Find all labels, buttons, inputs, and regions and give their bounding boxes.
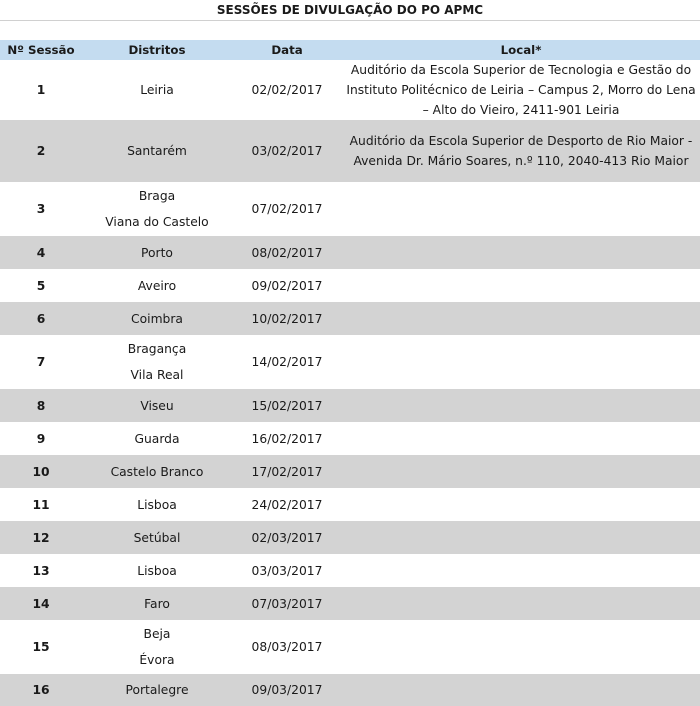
session-number: 5 xyxy=(36,278,46,293)
table-row xyxy=(0,389,700,422)
distritos-cell xyxy=(82,674,232,706)
session-number: 14 xyxy=(32,596,50,611)
distrito-name: Porto xyxy=(141,245,173,260)
session-number: 6 xyxy=(36,311,46,326)
session-local xyxy=(342,488,700,521)
session-local xyxy=(342,587,700,620)
distritos-cell xyxy=(82,182,232,236)
session-number: 12 xyxy=(32,530,50,545)
session-local xyxy=(342,455,700,488)
distritos-cell xyxy=(82,60,232,120)
table-row xyxy=(0,302,700,335)
table-row xyxy=(0,521,700,554)
header-local: Local* xyxy=(500,43,542,57)
session-local xyxy=(342,302,700,335)
session-date: 08/02/2017 xyxy=(251,245,323,260)
distritos-cell xyxy=(82,269,232,302)
distritos-cell xyxy=(82,302,232,335)
session-number: 3 xyxy=(36,202,46,216)
table-row xyxy=(0,269,700,302)
session-number: 16 xyxy=(32,683,50,697)
header-num: Nº Sessão xyxy=(7,43,75,57)
session-date: 09/02/2017 xyxy=(251,278,323,293)
table-row xyxy=(0,335,700,389)
session-number: 15 xyxy=(32,640,50,654)
session-date: 03/03/2017 xyxy=(251,563,323,578)
session-date: 02/03/2017 xyxy=(251,530,323,545)
table-row xyxy=(0,554,700,587)
sessions-table xyxy=(0,40,700,706)
spacer xyxy=(0,21,700,40)
distrito-name: Bragança xyxy=(127,342,187,356)
session-number: 4 xyxy=(36,245,46,260)
session-local xyxy=(342,521,700,554)
table-row xyxy=(0,236,700,269)
table-row xyxy=(0,422,700,455)
distrito-name: Viseu xyxy=(140,398,174,413)
distritos-cell xyxy=(82,422,232,455)
distrito-name: Portalegre xyxy=(125,683,189,697)
session-number: 8 xyxy=(36,398,46,413)
distrito-name: Braga xyxy=(138,189,176,203)
session-local xyxy=(342,554,700,587)
distrito-name: Beja xyxy=(143,627,171,641)
session-number: 7 xyxy=(36,355,46,369)
distrito-name: Leiria xyxy=(140,83,174,97)
session-number: 13 xyxy=(32,563,50,578)
session-local: Auditório da Escola Superior de Desporto de Rio Maior - Avenida Dr. Mário Soares, n.º 110, 2040-413 Rio Maior xyxy=(349,134,693,168)
distritos-cell xyxy=(82,455,232,488)
session-local xyxy=(342,335,700,389)
session-date: 17/02/2017 xyxy=(251,464,323,479)
session-number: 1 xyxy=(36,83,46,97)
distrito-name: Coimbra xyxy=(131,311,183,326)
session-date: 07/02/2017 xyxy=(251,202,323,216)
distrito-name: Setúbal xyxy=(133,530,181,545)
distrito-name: Lisboa xyxy=(137,497,177,512)
session-local xyxy=(342,620,700,674)
distritos-cell xyxy=(82,620,232,674)
table-row xyxy=(0,455,700,488)
session-date: 09/03/2017 xyxy=(251,683,323,697)
table-body xyxy=(0,60,700,706)
table-title: SESSÕES DE DIVULGAÇÃO DO PO APMC xyxy=(0,0,700,21)
distrito-name: Vila Real xyxy=(130,368,184,382)
header-row xyxy=(0,40,700,60)
distritos-cell xyxy=(82,554,232,587)
session-local xyxy=(342,389,700,422)
session-number: 9 xyxy=(36,431,46,446)
session-date: 24/02/2017 xyxy=(251,497,323,512)
table-row xyxy=(0,674,700,706)
distritos-cell xyxy=(82,120,232,182)
session-date: 02/02/2017 xyxy=(251,83,323,97)
distritos-cell xyxy=(82,335,232,389)
session-number: 11 xyxy=(32,497,50,512)
session-number: 10 xyxy=(32,464,50,479)
distritos-cell xyxy=(82,521,232,554)
header-distritos: Distritos xyxy=(128,43,186,57)
table-row xyxy=(0,120,700,182)
session-local xyxy=(342,269,700,302)
distrito-name: Aveiro xyxy=(137,278,177,293)
session-date: 16/02/2017 xyxy=(251,431,323,446)
distrito-name: Guarda xyxy=(134,431,180,446)
session-local xyxy=(342,674,700,706)
session-local xyxy=(342,236,700,269)
session-local: Auditório da Escola Superior de Tecnologia e Gestão do Instituto Politécnico de Leiria – Campus 2, Morro do Lena – Alto do Vieiro, 2411-901 Leiria xyxy=(346,63,696,117)
session-local xyxy=(342,182,700,236)
session-date: 15/02/2017 xyxy=(251,398,323,413)
session-date: 03/02/2017 xyxy=(251,144,323,158)
session-date: 14/02/2017 xyxy=(251,355,323,369)
session-date: 10/02/2017 xyxy=(251,311,323,326)
header-data: Data xyxy=(271,43,303,57)
session-date: 07/03/2017 xyxy=(251,596,323,611)
session-local xyxy=(342,422,700,455)
distrito-name: Viana do Castelo xyxy=(105,215,209,229)
table-row xyxy=(0,488,700,521)
distritos-cell xyxy=(82,488,232,521)
distrito-name: Faro xyxy=(144,596,170,611)
distrito-name: Lisboa xyxy=(137,563,177,578)
distrito-name: Évora xyxy=(139,653,175,667)
table-row xyxy=(0,587,700,620)
distritos-cell xyxy=(82,587,232,620)
distritos-cell xyxy=(82,389,232,422)
session-date: 08/03/2017 xyxy=(251,640,323,654)
table-row xyxy=(0,182,700,236)
distrito-name: Santarém xyxy=(127,144,187,158)
session-number: 2 xyxy=(36,144,46,158)
distrito-name: Castelo Branco xyxy=(110,464,204,479)
distritos-cell xyxy=(82,236,232,269)
table-row xyxy=(0,620,700,674)
table-row xyxy=(0,60,700,120)
